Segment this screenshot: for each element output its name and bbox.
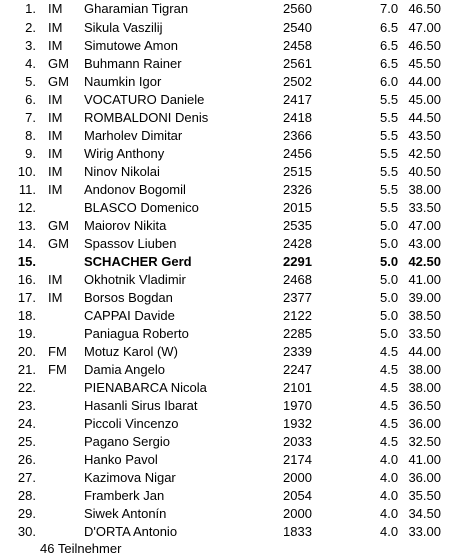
- title-cell: IM: [48, 128, 63, 143]
- points-cell: 5.0: [380, 254, 399, 269]
- points-cell: 5.5: [380, 92, 399, 107]
- points-cell: 5.5: [380, 200, 399, 215]
- title-cell: GM: [48, 74, 69, 89]
- tiebreak-cell: 45.00: [408, 92, 441, 107]
- points-cell: 4.0: [380, 452, 399, 467]
- table-row: [0, 289, 449, 307]
- rating-cell: 1932: [283, 416, 312, 431]
- table-row-highlighted: [0, 253, 449, 271]
- rank-cell: 14.: [17, 236, 36, 251]
- tiebreak-cell: 36.00: [408, 416, 441, 431]
- player-name: Siwek Antonín: [84, 506, 167, 521]
- table-row: [0, 469, 449, 487]
- tiebreak-cell: 43.00: [408, 236, 441, 251]
- table-row: [0, 451, 449, 469]
- table-row: [0, 37, 449, 55]
- rating-cell: 2418: [283, 110, 312, 125]
- rating-cell: 2122: [283, 308, 312, 323]
- player-name: Naumkin Igor: [84, 74, 162, 89]
- tiebreak-cell: 46.50: [408, 1, 441, 16]
- rating-cell: 2502: [283, 74, 312, 89]
- rank-cell: 7.: [25, 110, 36, 125]
- rating-cell: 2000: [283, 506, 312, 521]
- table-row: [0, 433, 449, 451]
- rating-cell: 2101: [283, 380, 312, 395]
- rank-cell: 22.: [17, 380, 36, 395]
- points-cell: 4.0: [380, 506, 399, 521]
- points-cell: 5.5: [380, 182, 399, 197]
- table-row: [0, 0, 449, 19]
- rank-cell: 13.: [17, 218, 36, 233]
- table-row: [0, 271, 449, 289]
- player-name: Piccoli Vincenzo: [84, 416, 179, 431]
- rating-cell: 2377: [283, 290, 312, 305]
- points-cell: 5.0: [380, 272, 399, 287]
- table-row: [0, 415, 449, 433]
- player-name: Marholev Dimitar: [84, 128, 183, 143]
- player-name: Buhmann Rainer: [84, 56, 182, 71]
- rating-cell: 2417: [283, 92, 312, 107]
- rank-cell: 4.: [25, 56, 36, 71]
- tiebreak-cell: 41.00: [408, 452, 441, 467]
- player-name: Sikula Vaszilij: [84, 20, 163, 35]
- title-cell: IM: [48, 182, 63, 197]
- points-cell: 6.5: [380, 20, 399, 35]
- tiebreak-cell: 32.50: [408, 434, 441, 449]
- rating-cell: 2339: [283, 344, 312, 359]
- player-name: Framberk Jan: [84, 488, 165, 503]
- player-name: Hanko Pavol: [84, 452, 158, 467]
- tiebreak-cell: 47.00: [408, 20, 441, 35]
- player-name: Spassov Liuben: [84, 236, 177, 251]
- rank-cell: 24.: [17, 416, 36, 431]
- table-row: [0, 19, 449, 37]
- table-row: [0, 199, 449, 217]
- player-name: Damia Angelo: [84, 362, 165, 377]
- table-row: [0, 325, 449, 343]
- points-cell: 4.5: [380, 344, 399, 359]
- table-row: [0, 127, 449, 145]
- title-cell: IM: [48, 290, 63, 305]
- player-name: D'ORTA Antonio: [84, 524, 178, 539]
- points-cell: 5.5: [380, 146, 399, 161]
- table-row: [0, 181, 449, 199]
- player-name: Simutowe Amon: [84, 38, 178, 53]
- points-cell: 5.0: [380, 236, 399, 251]
- title-cell: IM: [48, 110, 63, 125]
- tiebreak-cell: 46.50: [408, 38, 441, 53]
- rank-cell: 1.: [25, 1, 36, 16]
- player-name: SCHACHER Gerd: [84, 254, 192, 269]
- points-cell: 4.5: [380, 434, 399, 449]
- rank-cell: 25.: [17, 434, 36, 449]
- rating-cell: 2468: [283, 272, 312, 287]
- table-row: [0, 487, 449, 505]
- rank-cell: 15.: [17, 254, 36, 269]
- rating-cell: 2015: [283, 200, 312, 215]
- rank-cell: 2.: [25, 20, 36, 35]
- player-name: Borsos Bogdan: [84, 290, 173, 305]
- rating-cell: 2540: [283, 20, 312, 35]
- table-row: [0, 217, 449, 235]
- rank-cell: 21.: [17, 362, 36, 377]
- rating-cell: 2535: [283, 218, 312, 233]
- rating-cell: 2285: [283, 326, 312, 341]
- table-row: [0, 361, 449, 379]
- tiebreak-cell: 44.00: [408, 74, 441, 89]
- rank-cell: 3.: [25, 38, 36, 53]
- table-row: [0, 145, 449, 163]
- rank-cell: 23.: [17, 398, 36, 413]
- tiebreak-cell: 45.50: [408, 56, 441, 71]
- rank-cell: 18.: [17, 308, 36, 323]
- tiebreak-cell: 36.00: [408, 470, 441, 485]
- rating-cell: 2291: [283, 254, 312, 269]
- tiebreak-cell: 44.50: [408, 110, 441, 125]
- tiebreak-cell: 38.50: [408, 308, 441, 323]
- rank-cell: 27.: [17, 470, 36, 485]
- table-row: [0, 91, 449, 109]
- rank-cell: 30.: [17, 524, 36, 539]
- points-cell: 5.0: [380, 308, 399, 323]
- tiebreak-cell: 41.00: [408, 272, 441, 287]
- table-row: [0, 397, 449, 415]
- rank-cell: 16.: [17, 272, 36, 287]
- rank-cell: 26.: [17, 452, 36, 467]
- tiebreak-cell: 40.50: [408, 164, 441, 179]
- rating-cell: 2326: [283, 182, 312, 197]
- tiebreak-cell: 35.50: [408, 488, 441, 503]
- tiebreak-cell: 42.50: [408, 146, 441, 161]
- rating-cell: 2054: [283, 488, 312, 503]
- player-name: BLASCO Domenico: [84, 200, 199, 215]
- table-row: [0, 73, 449, 91]
- tiebreak-cell: 33.50: [408, 200, 441, 215]
- rank-cell: 5.: [25, 74, 36, 89]
- tiebreak-cell: 44.00: [408, 344, 441, 359]
- rank-cell: 12.: [17, 200, 36, 215]
- points-cell: 4.5: [380, 398, 399, 413]
- title-cell: GM: [48, 56, 69, 71]
- player-name: Gharamian Tigran: [84, 1, 189, 16]
- participant-count: 46 Teilnehmer: [40, 541, 122, 556]
- rating-cell: 2033: [283, 434, 312, 449]
- rank-cell: 20.: [17, 344, 36, 359]
- rank-cell: 29.: [17, 506, 36, 521]
- tiebreak-cell: 38.00: [408, 380, 441, 395]
- tiebreak-cell: 43.50: [408, 128, 441, 143]
- table-row: [0, 109, 449, 127]
- rating-cell: 2561: [283, 56, 312, 71]
- rating-cell: 2247: [283, 362, 312, 377]
- player-name: Hasanli Sirus Ibarat: [84, 398, 198, 413]
- rating-cell: 2174: [283, 452, 312, 467]
- points-cell: 4.0: [380, 524, 399, 539]
- player-name: CAPPAI Davide: [84, 308, 175, 323]
- title-cell: GM: [48, 218, 69, 233]
- rating-cell: 2458: [283, 38, 312, 53]
- title-cell: IM: [48, 1, 63, 16]
- tiebreak-cell: 47.00: [408, 218, 441, 233]
- rank-cell: 6.: [25, 92, 36, 107]
- rating-cell: 1833: [283, 524, 312, 539]
- title-cell: IM: [48, 272, 63, 287]
- player-name: Paniagua Roberto: [84, 326, 189, 341]
- tiebreak-cell: 42.50: [408, 254, 441, 269]
- tiebreak-cell: 33.00: [408, 524, 441, 539]
- rating-cell: 2428: [283, 236, 312, 251]
- rank-cell: 9.: [25, 146, 36, 161]
- table-row: [0, 307, 449, 325]
- points-cell: 4.5: [380, 416, 399, 431]
- rank-cell: 17.: [17, 290, 36, 305]
- points-cell: 6.0: [380, 74, 399, 89]
- player-name: VOCATURO Daniele: [84, 92, 205, 107]
- player-name: Kazimova Nigar: [84, 470, 176, 485]
- points-cell: 5.5: [380, 164, 399, 179]
- rank-cell: 10.: [17, 164, 36, 179]
- rank-cell: 19.: [17, 326, 36, 341]
- points-cell: 5.0: [380, 290, 399, 305]
- title-cell: IM: [48, 20, 63, 35]
- title-cell: IM: [48, 92, 63, 107]
- table-row: [0, 523, 449, 541]
- player-name: Maiorov Nikita: [84, 218, 167, 233]
- title-cell: IM: [48, 146, 63, 161]
- rank-cell: 28.: [17, 488, 36, 503]
- rating-cell: 2000: [283, 470, 312, 485]
- table-row: [0, 163, 449, 181]
- player-name: Andonov Bogomil: [84, 182, 186, 197]
- tiebreak-cell: 33.50: [408, 326, 441, 341]
- points-cell: 5.5: [380, 128, 399, 143]
- player-name: Pagano Sergio: [84, 434, 171, 449]
- table-row: [0, 505, 449, 523]
- title-cell: IM: [48, 38, 63, 53]
- rating-cell: 1970: [283, 398, 312, 413]
- tiebreak-cell: 38.00: [408, 182, 441, 197]
- rating-cell: 2456: [283, 146, 312, 161]
- player-name: ROMBALDONI Denis: [84, 110, 209, 125]
- player-name: Ninov Nikolai: [84, 164, 160, 179]
- points-cell: 5.0: [380, 326, 399, 341]
- rating-cell: 2515: [283, 164, 312, 179]
- points-cell: 7.0: [380, 1, 399, 16]
- tiebreak-cell: 36.50: [408, 398, 441, 413]
- points-cell: 6.5: [380, 38, 399, 53]
- points-cell: 6.5: [380, 56, 399, 71]
- title-cell: FM: [48, 362, 67, 377]
- rank-cell: 11.: [18, 182, 36, 197]
- player-name: PIENABARCA Nicola: [84, 380, 207, 395]
- points-cell: 4.5: [380, 380, 399, 395]
- tiebreak-cell: 39.00: [408, 290, 441, 305]
- tiebreak-cell: 34.50: [408, 506, 441, 521]
- player-name: Motuz Karol (W): [84, 344, 178, 359]
- player-name: Okhotnik Vladimir: [84, 272, 186, 287]
- points-cell: 4.0: [380, 488, 399, 503]
- player-name: Wirig Anthony: [84, 146, 165, 161]
- points-cell: 4.0: [380, 470, 399, 485]
- rating-cell: 2366: [283, 128, 312, 143]
- points-cell: 5.0: [380, 218, 399, 233]
- points-cell: 5.5: [380, 110, 399, 125]
- table-row: [0, 235, 449, 253]
- rank-cell: 8.: [25, 128, 36, 143]
- table-row: [0, 379, 449, 397]
- points-cell: 4.5: [380, 362, 399, 377]
- tiebreak-cell: 38.00: [408, 362, 441, 377]
- table-row: [0, 343, 449, 361]
- title-cell: FM: [48, 344, 67, 359]
- title-cell: GM: [48, 236, 69, 251]
- title-cell: IM: [48, 164, 63, 179]
- rating-cell: 2560: [283, 1, 312, 16]
- table-row: [0, 55, 449, 73]
